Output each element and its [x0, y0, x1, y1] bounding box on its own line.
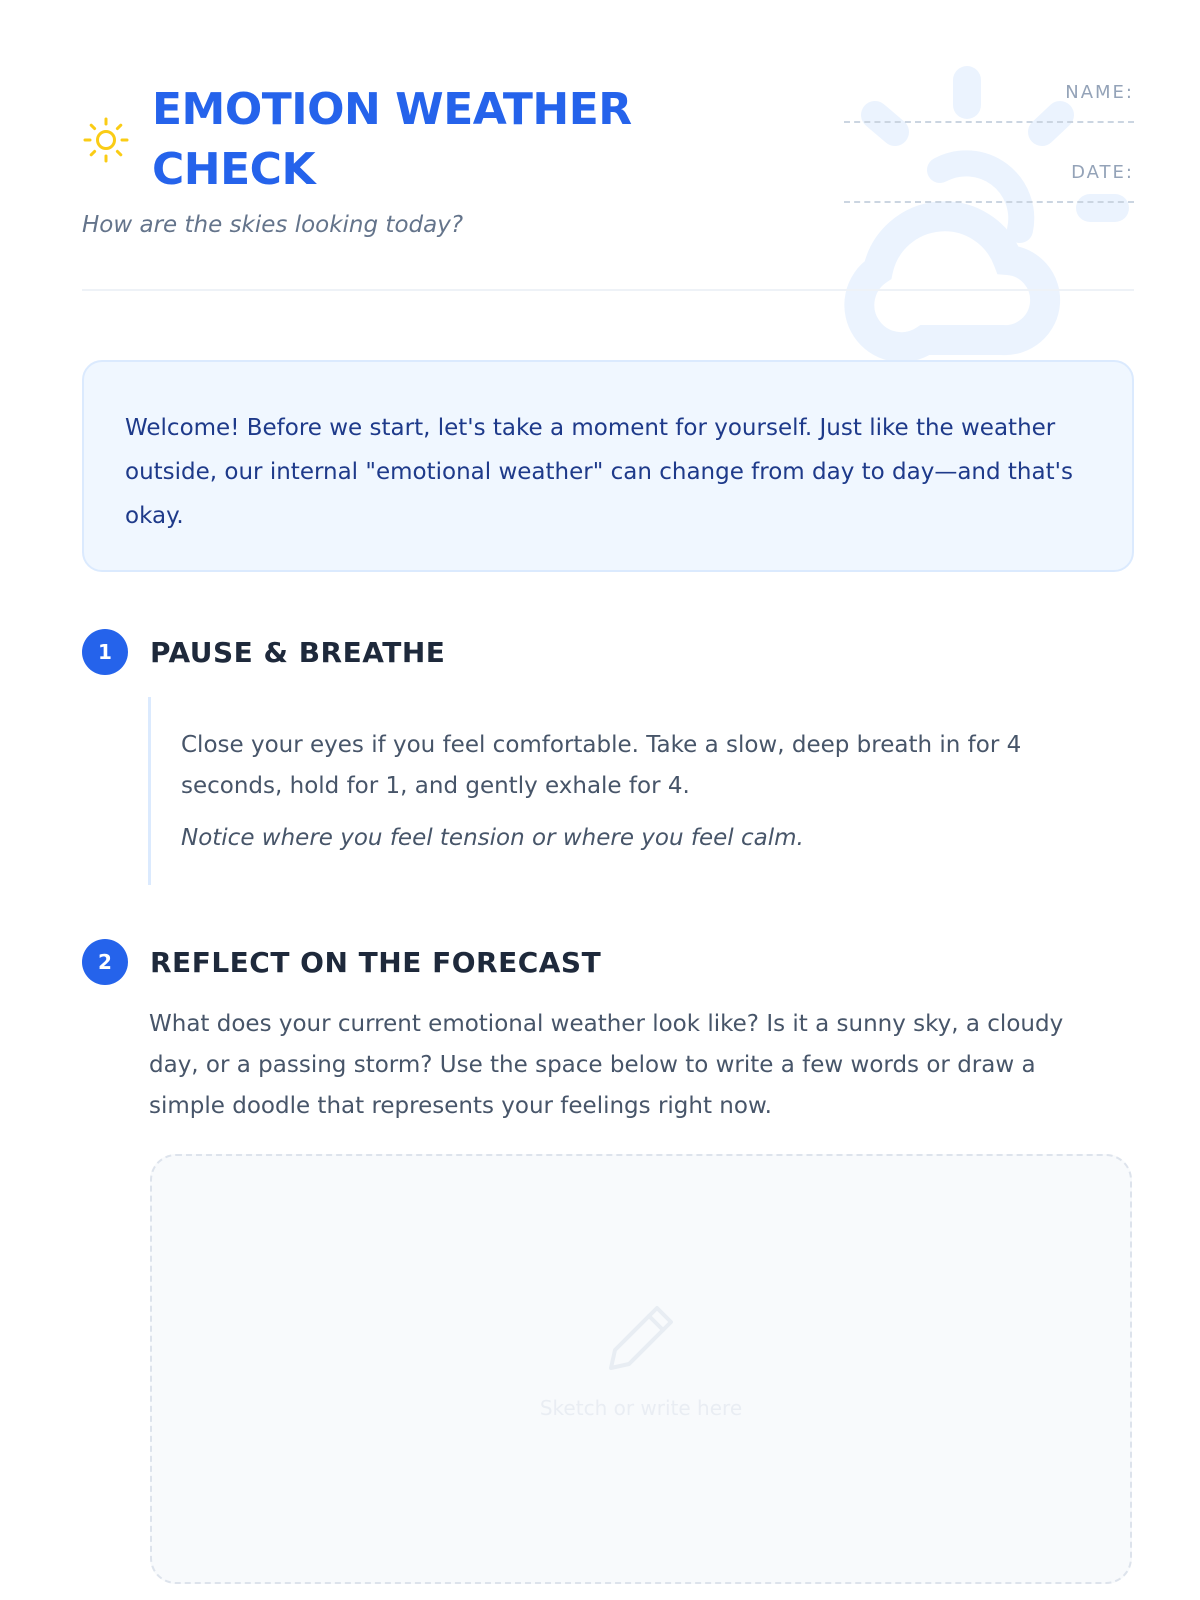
- name-field: [834, 80, 1134, 160]
- step-2-header: [82, 939, 601, 985]
- step-1-header: [82, 629, 445, 675]
- sun-icon: [82, 116, 130, 164]
- step-number-badge: 1: [82, 629, 128, 675]
- welcome-text: Welcome! Before we start, let's take a moment for yourself. Just like the weather outside, our internal "emotional weather" can change from day to day—and that's okay.: [125, 415, 1073, 529]
- breathe-text: Close your eyes if you feel comfortable. Take a slow, deep breath in for 4 seconds, hold for 1, and gently exhale for 4.: [181, 732, 1022, 799]
- page-title: EMOTION WEATHER CHECK: [152, 84, 632, 195]
- step-1-title: PAUSE & BREATHE: [150, 635, 446, 669]
- step-number-badge: 2: [82, 939, 128, 985]
- worksheet-header: [82, 80, 1134, 290]
- breathe-note: Notice where you feel tension or where you feel calm.: [181, 825, 804, 851]
- reflect-text: What does your current emotional weather look like? Is it a sunny sky, a cloudy day, or a passing storm? Use the space below to write a few words or draw a simple doodle that represents your feelings right now.: [149, 1011, 1064, 1119]
- date-line[interactable]: [844, 201, 1134, 203]
- pencil-icon: [601, 1298, 681, 1378]
- welcome-box: [82, 360, 1134, 572]
- name-label: NAME:: [1065, 82, 1134, 103]
- name-line[interactable]: [844, 121, 1134, 123]
- step-2-title: REFLECT ON THE FORECAST: [150, 945, 602, 979]
- sketch-hint: Sketch or write here: [539, 1396, 743, 1420]
- date-label: DATE:: [1071, 162, 1134, 183]
- header-divider: [82, 289, 1134, 291]
- student-info-fields: [834, 80, 1134, 240]
- breathe-instructions: [148, 697, 1088, 885]
- date-field: [834, 160, 1134, 240]
- page-subtitle: How are the skies looking today?: [82, 212, 464, 238]
- sketch-area[interactable]: [150, 1154, 1132, 1584]
